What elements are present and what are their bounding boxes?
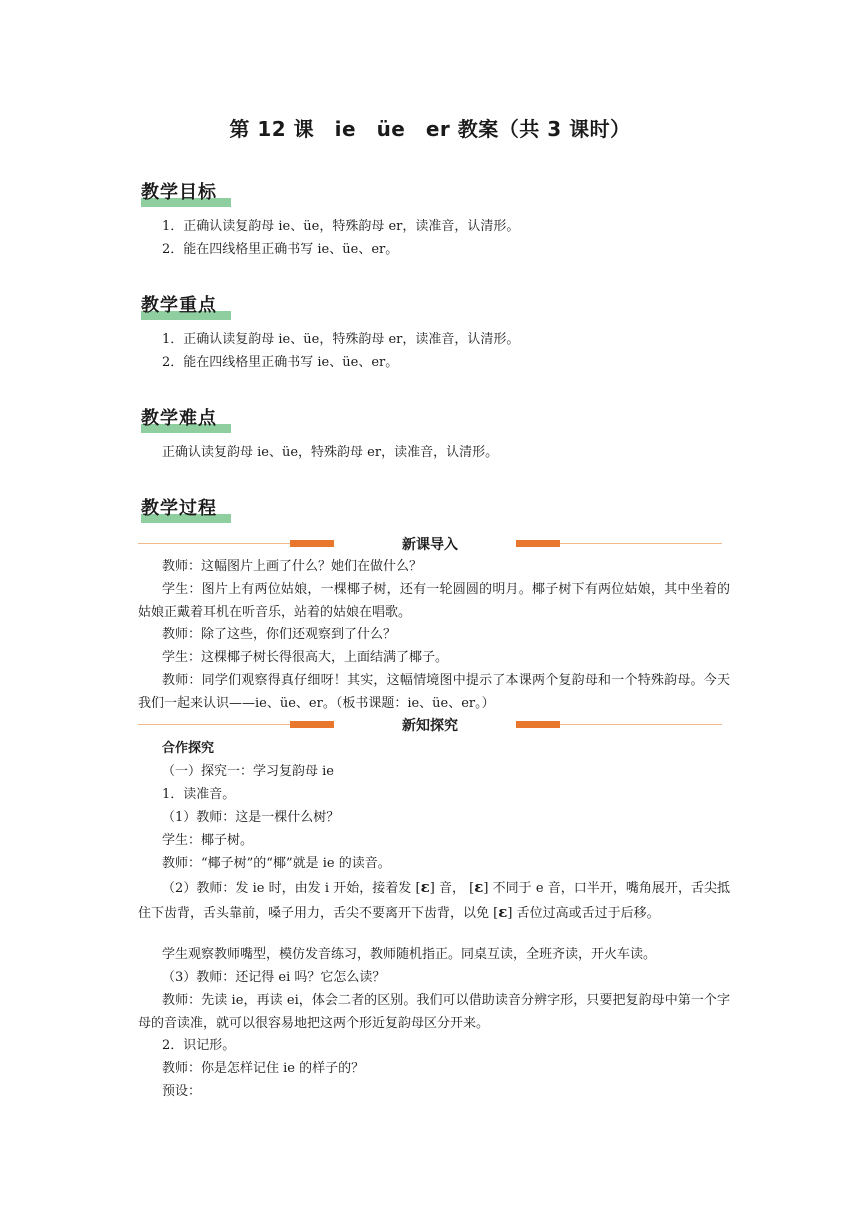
- goal-item-1: 1．正确认读复韵母 ie、üe，特殊韵母 er，读准音，认清形。: [162, 219, 520, 234]
- divider-block-right: [516, 721, 560, 728]
- goal-item-2: 2．能在四线格里正确书写 ie、üe、er。: [162, 242, 399, 257]
- pronunciation-paragraph: （2）教师：发 ie 时，由发 i 开始，接着发 [ɛ] 音， [ɛ] 不同于 e 音，口半开，嘴角展开，舌尖抵住下齿背，舌头靠前，嗓子用力，舌尖不要离开下齿背，以免 [ɛ] 舌位过高或舌过于后移。: [138, 878, 731, 921]
- phonetic-epsilon: [ɛ]: [469, 878, 489, 896]
- difficulty-item-1: 正确认读复韵母 ie、üe，特殊韵母 er，读准音，认清形。: [162, 445, 499, 460]
- text-line: （1）教师：这是一棵什么树？: [162, 810, 340, 825]
- phonetic-epsilon: [ɛ]: [415, 878, 435, 896]
- text-line: 学生：椰子树。: [162, 833, 254, 848]
- dialogue-line: 学生：这棵椰子树长得很高大，上面结满了椰子。: [162, 650, 449, 665]
- divider-block-right: [516, 540, 560, 547]
- text-line: （一）探究一：学习复韵母 ie: [162, 764, 334, 779]
- section-heading-key-points: 教学重点: [141, 291, 217, 317]
- document-title: 第 12 课 ie üe er 教案（共 3 课时）: [229, 117, 631, 141]
- divider-label: 新课导入: [402, 537, 458, 553]
- text-line: 教师：先读 ie，再读 ei，体会二者的区别。我们可以借助读音分辨字形，只要把复韵母中第一个字母的音读准，就可以很容易地把这两个形近复韵母区分开来。: [138, 993, 730, 1031]
- subheading-cooperative: 合作探究: [162, 741, 215, 756]
- text-line: 2．识记形。: [162, 1038, 236, 1053]
- dialogue-line: 教师：同学们观察得真仔细呀！其实，这幅情境图中提示了本课两个复韵母和一个特殊韵母。今天我们一起来认识——ie、üe、er。（板书课题：ie、üe、er。）: [138, 673, 730, 711]
- text-line: 教师：你是怎样记住 ie 的样子的？: [162, 1061, 365, 1076]
- key-point-item-1: 1．正确认读复韵母 ie、üe，特殊韵母 er，读准音，认清形。: [162, 332, 520, 347]
- section-heading-difficulties: 教学难点: [141, 404, 217, 430]
- text-line: 教师：“椰子树”的“椰”就是 ie 的读音。: [162, 856, 391, 871]
- divider-line-right: [560, 724, 722, 725]
- dialogue-line: 学生：图片上有两位姑娘，一棵椰子树，还有一轮圆圆的明月。椰子树下有两位姑娘，其中坐着的姑娘正戴着耳机在听音乐，站着的姑娘在唱歌。: [138, 582, 730, 620]
- section-heading-goals: 教学目标: [141, 178, 217, 204]
- section-heading-process: 教学过程: [141, 494, 217, 520]
- key-point-item-2: 2．能在四线格里正确书写 ie、üe、er。: [162, 355, 399, 370]
- dialogue-line: 教师：这幅图片上画了什么？她们在做什么？: [162, 559, 423, 574]
- divider-label: 新知探究: [402, 718, 458, 734]
- text-line: 预设：: [162, 1084, 202, 1099]
- phonetic-epsilon: [ɛ]: [493, 902, 513, 921]
- text-line: （3）教师：还记得 ei 吗？它怎么读？: [162, 970, 386, 985]
- text-line: 1．读准音。: [162, 787, 236, 802]
- divider-intro: [138, 534, 722, 556]
- divider-explore: [138, 715, 722, 737]
- dialogue-line: 教师：除了这些，你们还观察到了什么？: [162, 627, 397, 642]
- divider-line-right: [560, 543, 722, 544]
- text-line: 学生观察教师嘴型，模仿发音练习，教师随机指正。同桌互读，全班齐读，开火车读。: [162, 947, 657, 962]
